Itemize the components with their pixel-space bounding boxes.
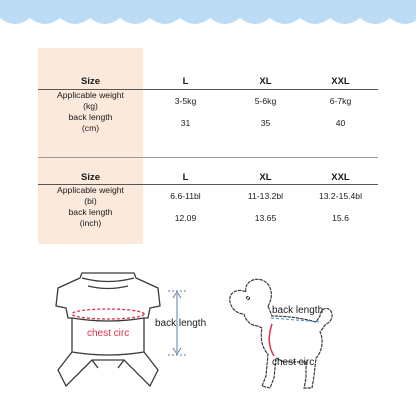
cell-l: 3-5kg [174, 96, 197, 106]
cell-xl: 35 [260, 118, 271, 128]
row-label: Applicable weight (bi) [57, 185, 124, 206]
dog-diagram [222, 278, 342, 396]
header-size: Size [80, 76, 100, 87]
header-xxl: XXL [331, 76, 350, 87]
cell-xl: 11-13.2bl [247, 191, 284, 201]
header-xxl: XXL [331, 172, 350, 183]
shirt-chest-line [72, 309, 144, 319]
header-size: Size [80, 172, 100, 183]
shirt-diagram [52, 272, 222, 397]
header-l: L [182, 76, 189, 87]
shirt-back-label: back length [155, 318, 207, 329]
dog-chest-label: chest circ [272, 357, 315, 368]
row-label: back length (inch) [68, 207, 113, 228]
cell-l: 31 [180, 118, 191, 128]
cell-xxl: 6-7kg [329, 96, 352, 106]
cell-xxl: 15.6 [332, 213, 349, 223]
shirt-chest-label: chest circ [87, 328, 130, 339]
row-label: Applicable weight (kg) [57, 90, 124, 111]
dog-back-line [271, 318, 321, 322]
cell-xl: 13.65 [254, 213, 277, 223]
header-xl: XL [259, 172, 272, 183]
cell-xxl: 13.2-15.4bl [318, 191, 362, 201]
row-label: back length (cm) [68, 112, 113, 133]
cell-xl: 5-6kg [254, 96, 277, 106]
cell-l: 6.6-11bl [170, 191, 201, 201]
dog-back-label: back length [272, 305, 324, 316]
cell-xxl: 40 [335, 118, 346, 128]
section-divider [38, 157, 378, 158]
header-l: L [182, 172, 189, 183]
header-xl: XL [259, 76, 272, 87]
cell-l: 12.09 [174, 213, 197, 223]
dog-chest-line [269, 324, 274, 356]
wave-border [0, 0, 416, 40]
